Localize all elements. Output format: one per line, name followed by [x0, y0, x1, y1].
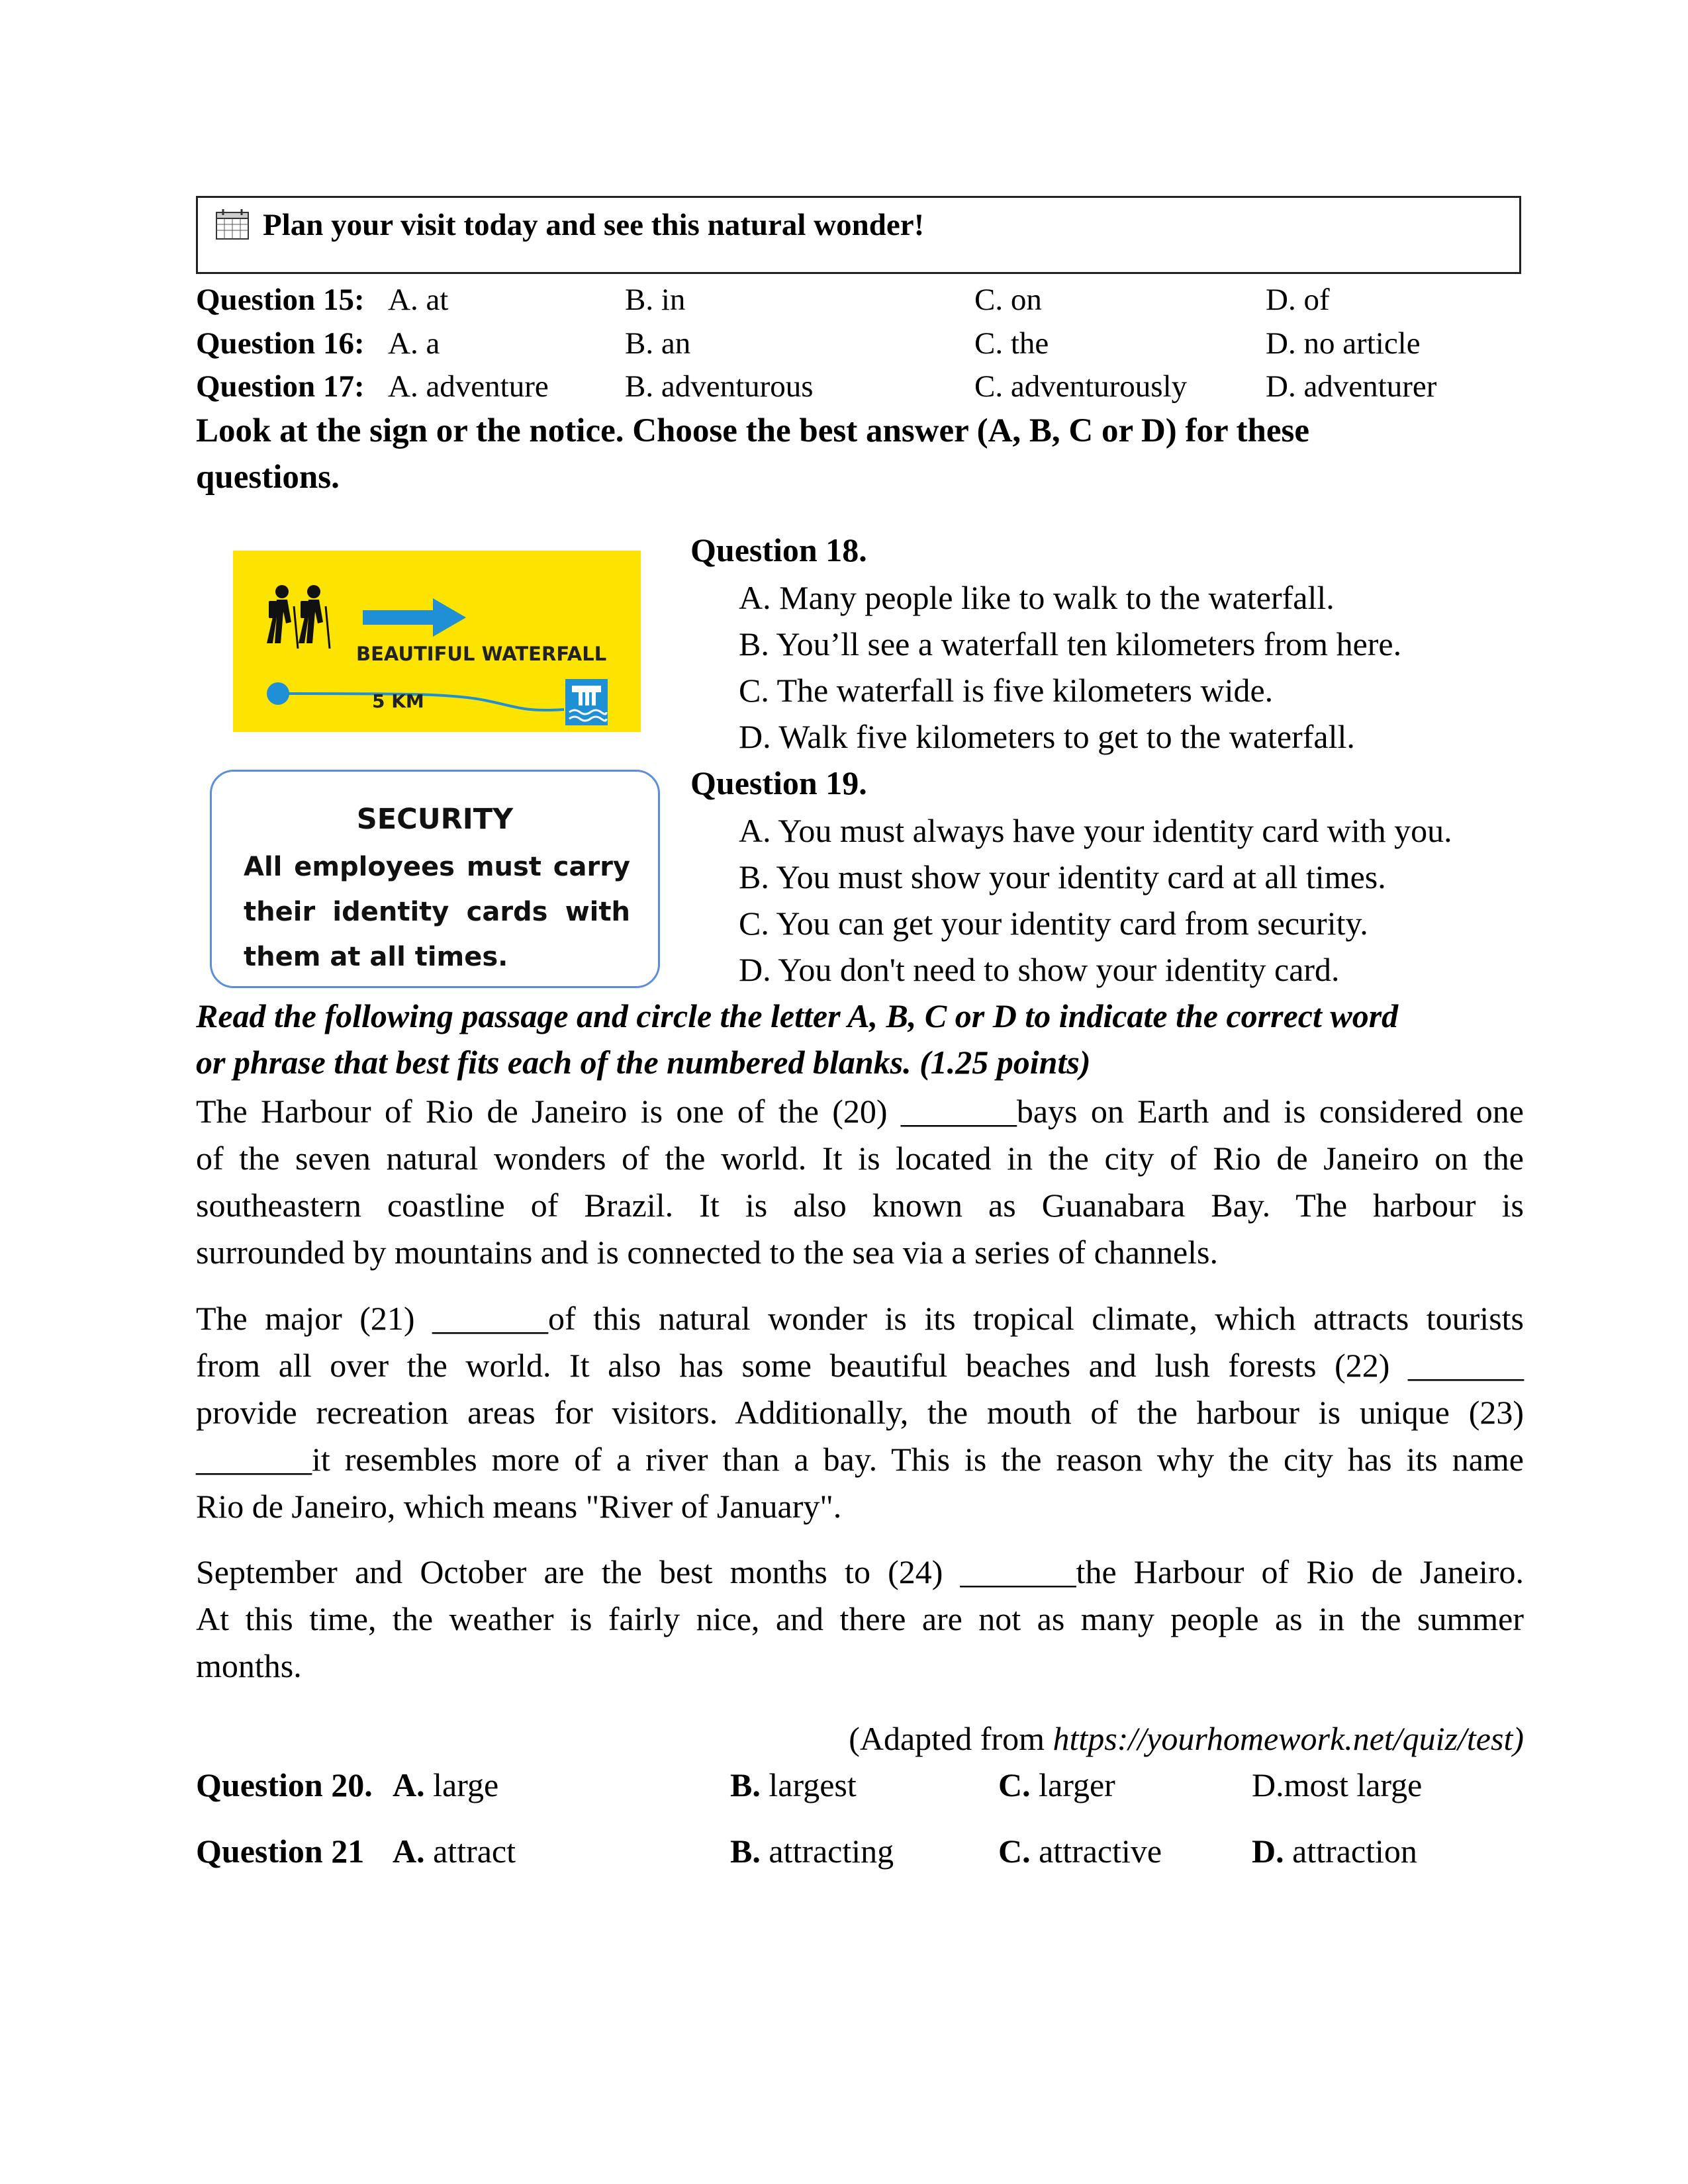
- option-d: D. of: [1266, 283, 1330, 317]
- option-letter: C.: [998, 1833, 1031, 1870]
- option-d: D. adventurer: [1266, 369, 1437, 404]
- question-19-title: Question 19.: [690, 764, 867, 801]
- passage-line: September and October are the best months to (24) _______the Harbour of Rio de Janeiro.: [196, 1553, 1524, 1590]
- option-text: largest: [760, 1766, 857, 1803]
- question-21-label: Question 21: [196, 1833, 365, 1870]
- option-text: large: [424, 1766, 499, 1803]
- question-label: Question 16:: [196, 326, 365, 361]
- security-notice: [210, 770, 660, 988]
- option-letter: B.: [730, 1766, 761, 1803]
- waterfall-icon: [565, 679, 608, 725]
- hikers-icon: [267, 585, 330, 649]
- question-20-option-c[interactable]: [998, 1764, 1115, 1806]
- passage-line: from all over the world. It also has some beautiful beaches and lush forests (22) _______: [196, 1347, 1524, 1384]
- passage-source: [849, 1718, 1524, 1760]
- option-text: attraction: [1284, 1833, 1417, 1870]
- option-letter: A.: [393, 1833, 425, 1870]
- passage-line: months.: [196, 1647, 302, 1684]
- question-17-row: [196, 367, 1524, 410]
- security-notice-line: them at all times.: [244, 942, 508, 972]
- option-b: B. adventurous: [625, 369, 814, 404]
- question-19-option-c[interactable]: C. You can get your identity card from security.: [739, 905, 1368, 942]
- source-prefix: (Adapted from: [849, 1720, 1053, 1757]
- passage-line: Rio de Janeiro, which means "River of January".: [196, 1488, 842, 1525]
- passage-line: The major (21) _______of this natural wonder is its tropical climate, which attracts tourists: [196, 1300, 1524, 1337]
- option-c: C. adventurously: [974, 369, 1188, 404]
- question-label: Question 15:: [196, 283, 365, 317]
- question-18-option-c[interactable]: C. The waterfall is five kilometers wide.: [739, 672, 1274, 709]
- question-19-option-b[interactable]: B. You must show your identity card at all times.: [739, 858, 1386, 895]
- question-21-option-c[interactable]: [998, 1831, 1162, 1872]
- option-text: larger: [1030, 1766, 1115, 1803]
- passage-paragraph-3: [196, 1549, 1524, 1690]
- option-a: A. at: [388, 283, 449, 317]
- option-letter: D.: [1252, 1833, 1284, 1870]
- option-text: attract: [424, 1833, 516, 1870]
- option-text: D.most large: [1252, 1766, 1423, 1803]
- passage-instruction-line1: Read the following passage and circle the letter A, B, C or D to indicate the correct word: [196, 997, 1399, 1034]
- question-label: Question 17:: [196, 369, 365, 404]
- option-text: attractive: [1030, 1833, 1162, 1870]
- banner-box: [196, 196, 1521, 274]
- passage-line: provide recreation areas for visitors. Additionally, the mouth of the harbour is unique (23): [196, 1394, 1524, 1431]
- question-15-row: [196, 281, 1524, 323]
- question-18-option-a[interactable]: A. Many people like to walk to the waterfall.: [739, 579, 1335, 616]
- waterfall-sign-distance: 5 KM: [372, 690, 424, 712]
- arrow-right-icon: [363, 598, 466, 637]
- passage-line: The Harbour of Rio de Janeiro is one of the (20) _______bays on Earth and is considered one: [196, 1093, 1524, 1130]
- question-20-label: Question 20.: [196, 1766, 373, 1803]
- question-21-option-d[interactable]: [1252, 1831, 1417, 1872]
- security-notice-title: SECURITY: [356, 803, 514, 836]
- passage-line: _______it resembles more of a river than a bay. This is the reason why the city has its name: [196, 1441, 1524, 1478]
- option-letter: C.: [998, 1766, 1031, 1803]
- option-a: A. adventure: [388, 369, 549, 404]
- passage-instruction-line2: or phrase that best fits each of the numbered blanks. (1.25 points): [196, 1044, 1091, 1081]
- source-link[interactable]: https://yourhomework.net/quiz/test): [1053, 1720, 1524, 1757]
- option-letter: B.: [730, 1833, 761, 1870]
- passage-paragraph-2: [196, 1295, 1524, 1530]
- option-d: D. no article: [1266, 326, 1421, 361]
- security-notice-body: [244, 844, 630, 979]
- question-21-option-a[interactable]: [393, 1831, 516, 1872]
- waterfall-sign-label: BEAUTIFUL WATERFALL: [356, 643, 607, 665]
- question-20-option-d[interactable]: [1252, 1764, 1422, 1806]
- banner-text: Plan your visit today and see this natural wonder!: [263, 208, 925, 242]
- option-text: attracting: [760, 1833, 894, 1870]
- question-18-option-b[interactable]: B. You’ll see a waterfall ten kilometers from here.: [739, 625, 1402, 662]
- option-c: C. on: [974, 283, 1042, 317]
- waterfall-sign-graphic: [233, 551, 641, 732]
- option-b: B. an: [625, 326, 691, 361]
- question-16-row: [196, 324, 1524, 367]
- security-notice-line: their identity cards with: [244, 897, 630, 927]
- question-20-option-a[interactable]: [393, 1764, 498, 1806]
- option-b: B. in: [625, 283, 686, 317]
- question-18-option-d[interactable]: D. Walk five kilometers to get to the waterfall.: [739, 718, 1355, 755]
- passage-line: surrounded by mountains and is connected to the sea via a series of channels.: [196, 1234, 1218, 1271]
- passage-line: of the seven natural wonders of the world. It is located in the city of Rio de Janeiro on the: [196, 1140, 1524, 1177]
- option-a: A. a: [388, 326, 440, 361]
- question-19-option-a[interactable]: A. You must always have your identity card with you.: [739, 812, 1452, 849]
- passage-line: southeastern coastline of Brazil. It is also known as Guanabara Bay. The harbour is: [196, 1187, 1524, 1224]
- section-instruction-line1: Look at the sign or the notice. Choose the best answer (A, B, C or D) for these: [196, 412, 1309, 449]
- question-20-option-b[interactable]: [730, 1764, 857, 1806]
- security-notice-line: All employees must carry: [244, 852, 630, 882]
- option-c: C. the: [974, 326, 1049, 361]
- option-letter: A.: [393, 1766, 425, 1803]
- passage-paragraph-1: [196, 1088, 1524, 1276]
- calendar-icon: [215, 208, 250, 240]
- question-21-option-b[interactable]: [730, 1831, 894, 1872]
- question-19-option-d[interactable]: D. You don't need to show your identity card.: [739, 951, 1340, 988]
- waterfall-sign: [233, 551, 641, 732]
- passage-line: At this time, the weather is fairly nice, and there are not as many people as in the summer: [196, 1600, 1524, 1637]
- question-18-title: Question 18.: [690, 531, 867, 569]
- section-instruction-line2: questions.: [196, 459, 340, 496]
